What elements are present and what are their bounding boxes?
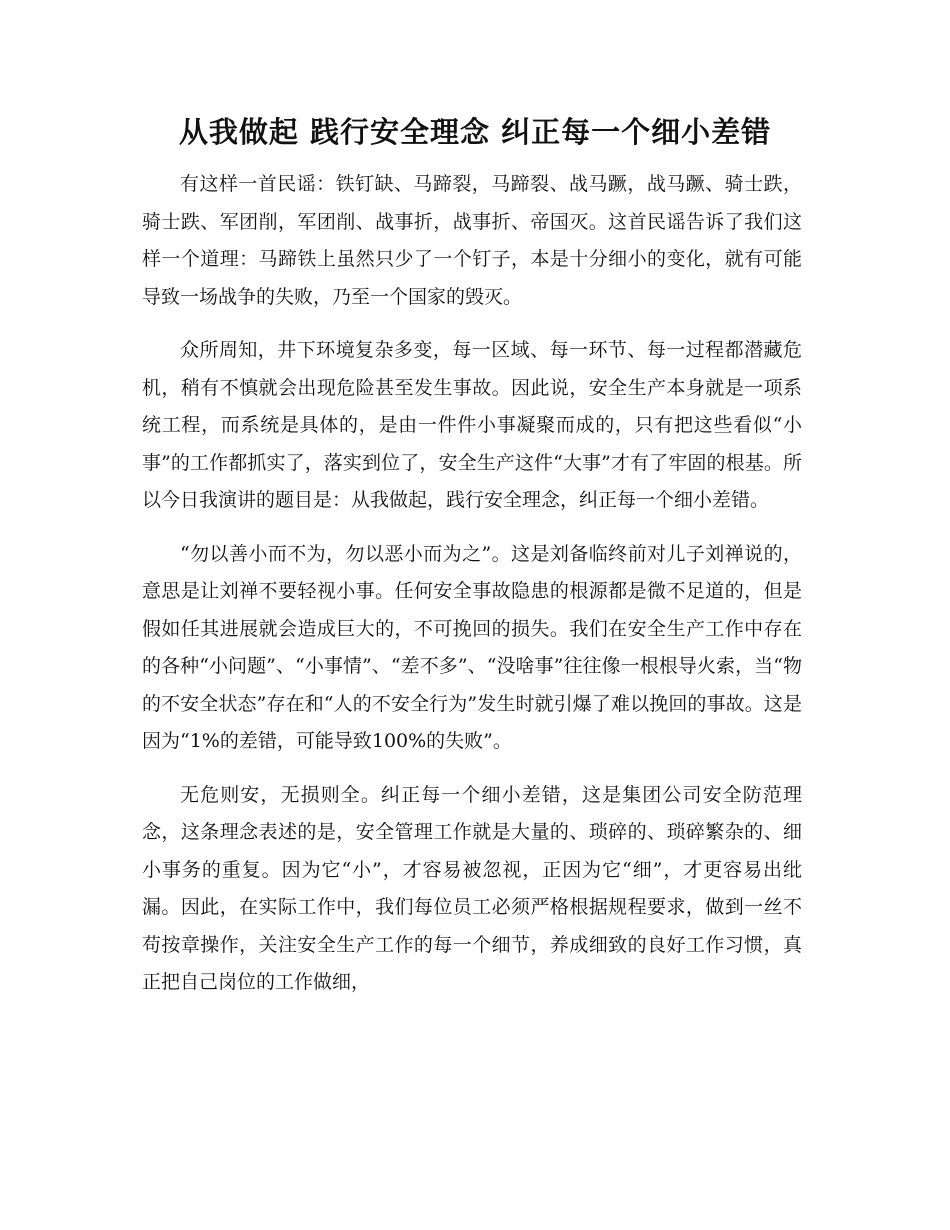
- document-body: [142, 166, 802, 1018]
- document-title: 从我做起 践行安全理念 纠正每一个细小差错: [178, 115, 772, 149]
- paragraph-2: 众所周知，井下环境复杂多变，每一区域、每一环节、每一过程都潜藏危机，稍有不慎就会出现危险甚至发生事故。因此说，安全生产本身就是一项系统工程，而系统是具体的，是由一件件小事凝聚而成的，只有把这些看似“小事”的工作都抓实了，落实到位了，安全生产这件“大事”才有了牢固的根基。所以今日我演讲的题目是：从我做起，践行安全理念，纠正每一个细小差错。: [142, 339, 802, 511]
- paragraph-3: “勿以善小而不为，勿以恶小而为之”。这是刘备临终前对儿子刘禅说的，意思是让刘禅不要轻视小事。任何安全事故隐患的根源都是微不足道的，但是假如任其进展就会造成巨大的，不可挽回的损失。我们在安全生产工作中存在的各种“小问题”、“小事情”、“差不多”、“没啥事”往往像一根根导火索，当“物的不安全状态”存在和“人的不安全行为”发生时就引爆了难以挽回的事故。这是因为“1%的差错，可能导致100%的失败”。: [142, 542, 802, 752]
- paragraph-1: 有这样一首民谣：铁钉缺、马蹄裂，马蹄裂、战马蹶，战马蹶、骑士跌，骑士跌、军团削，军团削、战事折，战事折、帝国灭。这首民谣告诉了我们这样一个道理：马蹄铁上虽然只少了一个钉子，本是十分细小的变化，就有可能导致一场战争的失败，乃至一个国家的毁灭。: [142, 173, 802, 308]
- paragraph-4: 无危则安，无损则全。纠正每一个细小差错，这是集团公司安全防范理念，这条理念表述的是，安全管理工作就是大量的、琐碎的、琐碎繁杂的、细小事务的重复。因为它“小”，才容易被忽视，正因为它“细”，才更容易出纰漏。因此，在实际工作中，我们每位员工必须严格根据规程要求，做到一丝不苟按章操作，关注安全生产工作的每一个细节，养成细致的良好工作习惯，真正把自己岗位的工作做细，: [142, 783, 802, 993]
